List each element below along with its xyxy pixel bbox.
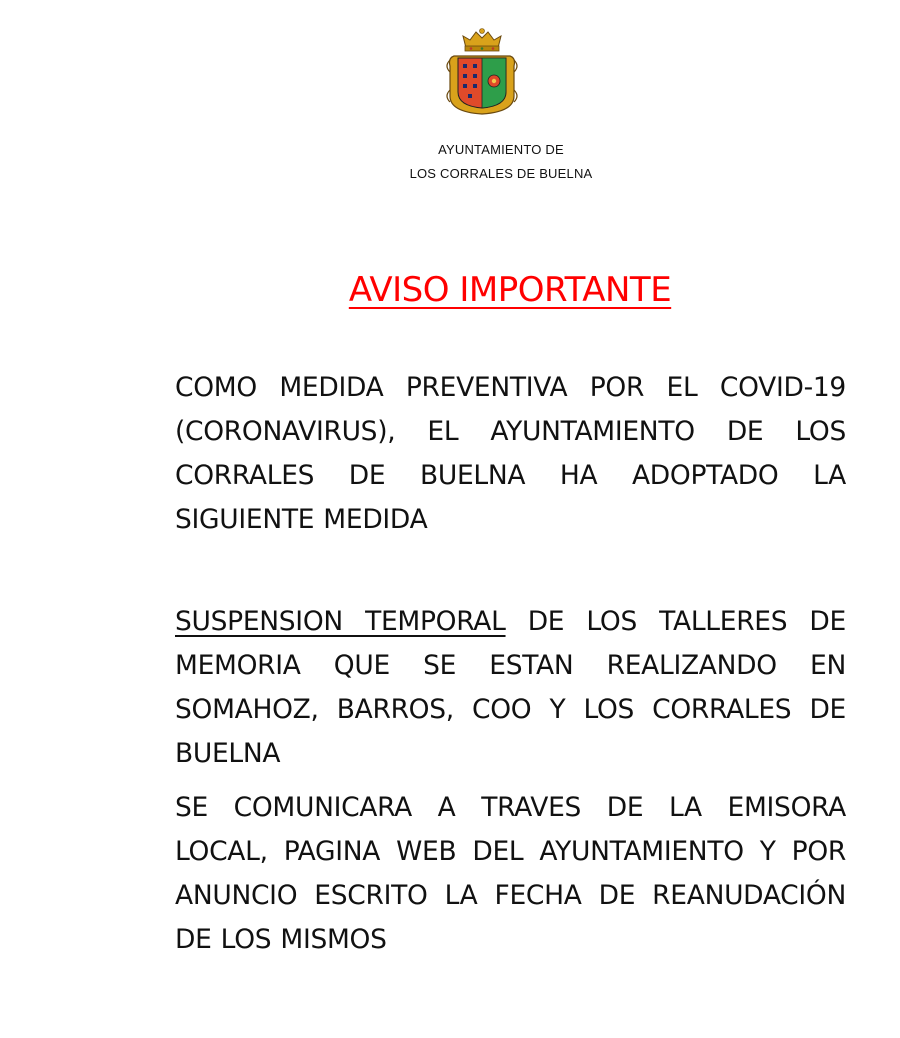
suspension-details: DE LOS TALLERES DE MEMORIA QUE SE ESTAN REALIZANDO EN SOMAHOZ, BARROS, COO Y LOS CORRALES DE BUELNA: [175, 606, 846, 769]
notice-paragraph-intro: COMO MEDIDA PREVENTIVA POR EL COVID-19 (CORONAVIRUS), EL AYUNTAMIENTO DE LOS CORRALES DE BUELNA HA ADOPTADO LA SIGUIENTE MEDIDA: [175, 372, 846, 535]
notice-paragraph-suspension: [175, 600, 846, 776]
coat-of-arms-icon: [444, 26, 520, 116]
crown-icon: [463, 29, 501, 52]
organization-name-line2: LOS CORRALES DE BUELNA: [409, 166, 593, 181]
suspension-emphasis: SUSPENSION TEMPORAL: [175, 606, 506, 637]
notice-title: AVISO IMPORTANTE: [348, 270, 672, 310]
notice-paragraph-communication: SE COMUNICARA A TRAVES DE LA EMISORA LOCAL, PAGINA WEB DEL AYUNTAMIENTO Y POR ANUNCIO ESCRITO LA FECHA DE REANUDACIÓN DE LOS MISMOS: [175, 792, 846, 955]
organization-name-line1: AYUNTAMIENTO DE: [438, 142, 564, 157]
